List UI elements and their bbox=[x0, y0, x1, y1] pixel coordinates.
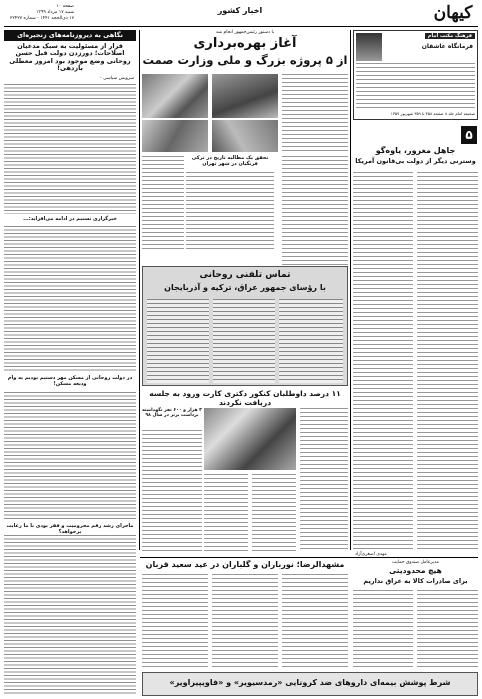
newspaper-logo bbox=[428, 2, 478, 24]
op-title: جاهل مغرور، یاوه‌گو bbox=[375, 146, 456, 155]
bottom-right-body-a bbox=[417, 590, 478, 670]
main-photo-3 bbox=[142, 120, 208, 152]
col-mid-body-b bbox=[142, 156, 184, 250]
op-body-b bbox=[353, 172, 413, 552]
main-headline-1: آغاز بهره‌برداری bbox=[193, 36, 297, 51]
imam-box bbox=[353, 30, 478, 120]
bottom-rule bbox=[140, 557, 478, 558]
left-column bbox=[4, 30, 136, 550]
column-rule-2 bbox=[350, 30, 351, 550]
exam-side-body bbox=[142, 430, 202, 552]
bottom-right-story bbox=[353, 560, 478, 670]
bottom-right-body-b bbox=[353, 590, 413, 670]
exam-side-headline: ۳ هزار و ۶۰۰ نفر نگهداشته برداشت برتر در سال ۹۸ bbox=[142, 408, 202, 419]
section-name: اخبار کشور bbox=[217, 6, 263, 15]
issue-date: شنبه ۱۷ مرداد ۱۳۹۹ bbox=[36, 10, 74, 15]
exam-body-c bbox=[300, 408, 348, 552]
bottom-right-headline-2: برای صادرات کالا به عراق نداریم bbox=[363, 577, 468, 585]
imam-box-subtitle: فرمانگاه عاشقان bbox=[421, 43, 473, 50]
bottom-center-body-b bbox=[212, 574, 278, 670]
left-byline: سرویس سیاسی - bbox=[100, 76, 134, 81]
bottom-center-body-a bbox=[142, 574, 208, 670]
bottom-right-headline-1: هیچ محدودیتی bbox=[389, 566, 442, 575]
left-column-heading: نگاهی به دیروزنامه‌های زنجیره‌ای bbox=[4, 30, 136, 41]
imam-source: صحیفه امام جلد ۸ صفحه ۳۵۸ تا ۳۵۹ شهریور ۱۳۵۷ bbox=[390, 111, 475, 116]
bottom-banner bbox=[142, 672, 478, 696]
exam-headline: ۱۱ درصد داوطلبان کنکور دکتری کارت ورود به جلسه دریافت نکردند bbox=[149, 389, 341, 407]
left-subhead-2: در دولت روحانی از مسکن مهر دستیم بودیم به وام ودیعه مسکن! bbox=[7, 375, 133, 387]
issue-info bbox=[4, 4, 74, 22]
col-mid-story bbox=[142, 156, 276, 251]
left-subhead-1: خبرگزاری تسنیم در ادامه می‌افزاید:... bbox=[23, 216, 117, 222]
left-subhead-3: ماجرای رشد رقم محرومیت و فقر بودی با ما رعایت برخواهد؟ bbox=[6, 523, 134, 535]
header-rule bbox=[4, 26, 478, 27]
page-number: صفحه ۱۰ bbox=[56, 4, 74, 9]
op-author: مهدی اصغری‌آزاد bbox=[355, 552, 387, 557]
phone-body-b bbox=[213, 299, 275, 383]
imam-box-text bbox=[356, 63, 475, 109]
number-box: ۵ bbox=[461, 126, 477, 144]
main-headline-2: از ۵ پروژه بزرگ و ملی وزارت صمت bbox=[142, 53, 348, 67]
exam-photo bbox=[204, 408, 296, 470]
phone-body-a bbox=[147, 299, 209, 383]
main-photo-4 bbox=[212, 120, 278, 152]
column-rule-1 bbox=[139, 30, 140, 550]
page-header bbox=[0, 0, 482, 28]
col-mid-headline: تحقق یک مطالبه تاریخ در ترکی فرنگیان در شهر تهران bbox=[191, 155, 269, 167]
exam-body-b bbox=[252, 474, 296, 552]
main-photo-1 bbox=[142, 74, 208, 118]
phone-headline-2: با رؤسای جمهور عراق، ترکیه و آذربایجان bbox=[164, 283, 326, 292]
bottom-banner-headline: شرط پوشش بیمه‌ای داروهای ضد کرونایی «رمدسیویر» و «فاویپیراویر» bbox=[169, 678, 451, 687]
right-column bbox=[353, 30, 478, 550]
phone-call-story bbox=[142, 266, 348, 386]
logo-text: کیهان bbox=[433, 3, 473, 23]
imam-portrait bbox=[356, 33, 382, 61]
bottom-center-body-c bbox=[282, 574, 348, 670]
col-mid-body-a bbox=[186, 172, 274, 250]
op-subtitle: وسترنی دیگر از دولت بی‌قانون آمریکا bbox=[355, 157, 476, 165]
issue-number: ۱۷ ذی‌الحجه ۱۴۴۱ - شماره ۲۲۴۲۷ bbox=[9, 16, 74, 21]
bottom-right-kicker: مدیرعامل صندوق حمایت bbox=[392, 560, 439, 565]
left-body-1 bbox=[4, 84, 136, 214]
main-kicker: با دستور رئیس‌جمهور انجام شد bbox=[215, 30, 275, 35]
main-lead-text bbox=[282, 74, 348, 152]
left-body-3 bbox=[4, 392, 136, 520]
exam-body-a bbox=[204, 474, 248, 552]
phone-headline-1: تماس تلفنی روحانی bbox=[199, 270, 291, 280]
left-body-4 bbox=[4, 535, 136, 695]
left-column-headline: قرار از مسئولیت به سبک مدعیان اصلاحات؛ دورزدن دولت قبل حسن روحانی وضع موجود بود امروز معطلی بازدهی! bbox=[9, 42, 131, 73]
left-body-2 bbox=[4, 226, 136, 372]
exam-story bbox=[142, 390, 348, 555]
op-body-a bbox=[417, 172, 478, 552]
bottom-center-headline: مشهدالرضا؛ نورباران و گلباران در عید سعید قربان bbox=[145, 560, 345, 569]
phone-body-c bbox=[279, 299, 343, 383]
imam-box-title: فرهنگ مکتب امام bbox=[425, 33, 475, 39]
bottom-center-story bbox=[142, 560, 348, 670]
main-photo-2 bbox=[212, 74, 278, 118]
